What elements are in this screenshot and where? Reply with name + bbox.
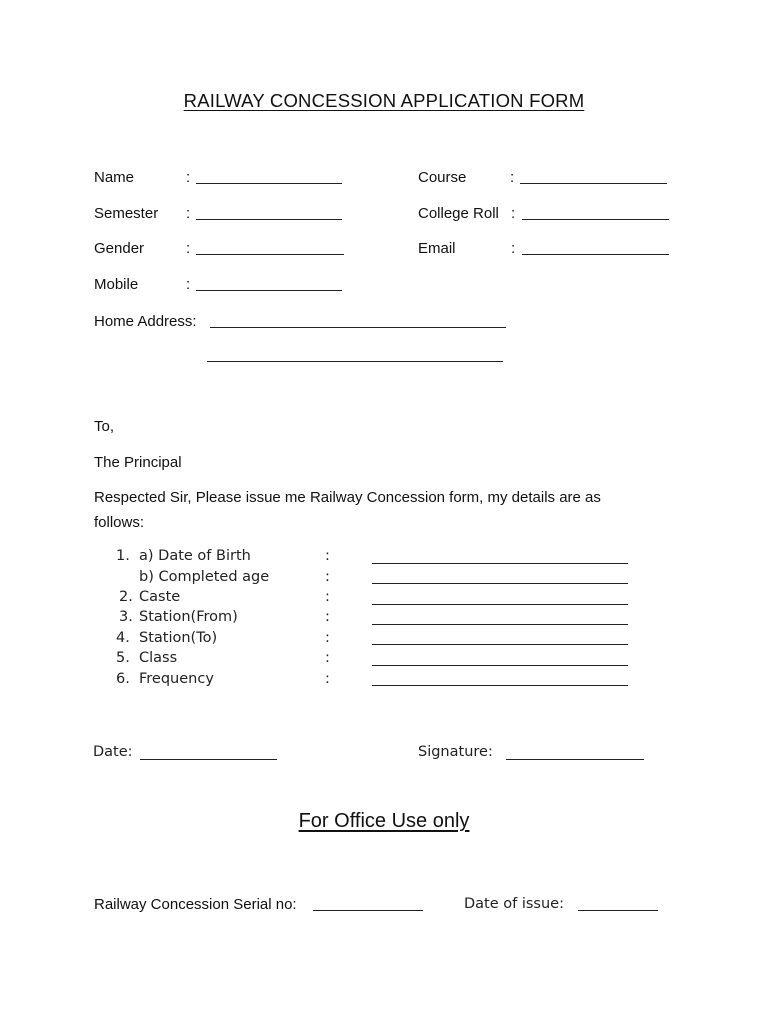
mobile-field[interactable]	[196, 290, 342, 291]
detail-6-num: 5.	[116, 650, 130, 666]
detail-7-colon: :	[325, 671, 330, 687]
serial-no-label: Railway Concession Serial no:	[94, 896, 297, 913]
name-label: Name	[94, 169, 135, 186]
course-field[interactable]	[520, 183, 667, 184]
detail-6-field[interactable]	[372, 665, 628, 666]
gender-field[interactable]	[196, 254, 344, 255]
course-colon: :	[510, 169, 515, 186]
college-roll-label: College Roll	[418, 205, 499, 222]
date-of-issue-label: Date of issue:	[464, 896, 564, 912]
letter-body-line2: follows:	[94, 514, 145, 531]
detail-1-num: 1.	[116, 548, 130, 564]
gender-label: Gender	[94, 240, 145, 257]
email-field[interactable]	[522, 254, 669, 255]
detail-7-label: Frequency	[139, 671, 214, 687]
home-address-label: Home Address:	[94, 313, 197, 330]
detail-6-colon: :	[325, 650, 330, 666]
course-label: Course	[418, 169, 467, 186]
college-roll-field[interactable]	[522, 219, 669, 220]
detail-4-field[interactable]	[372, 624, 628, 625]
detail-2-colon: :	[325, 569, 330, 585]
detail-3-label: Caste	[139, 589, 181, 605]
detail-4-label: Station(From)	[139, 609, 238, 625]
detail-5-field[interactable]	[372, 644, 628, 645]
office-use-title: For Office Use only	[298, 810, 470, 832]
detail-5-colon: :	[325, 630, 330, 646]
letter-body-line1: Respected Sir, Please issue me Railway Concession form, my details are as	[94, 489, 601, 506]
detail-2-label: b) Completed age	[139, 569, 270, 585]
detail-1-colon: :	[325, 548, 330, 564]
email-label: Email	[418, 240, 456, 257]
date-label: Date:	[93, 744, 133, 760]
detail-7-num: 6.	[116, 671, 130, 687]
name-field[interactable]	[196, 183, 342, 184]
detail-6-label: Class	[139, 650, 178, 666]
college-roll-colon: :	[511, 205, 516, 222]
name-colon: :	[186, 169, 191, 186]
detail-7-field[interactable]	[372, 685, 628, 686]
letter-to: To,	[94, 418, 115, 435]
detail-3-num: 2.	[119, 589, 133, 605]
form-title: RAILWAY CONCESSION APPLICATION FORM	[183, 90, 585, 111]
date-of-issue-field[interactable]	[578, 910, 658, 911]
mobile-colon: :	[186, 276, 191, 293]
semester-field[interactable]	[196, 219, 342, 220]
mobile-label: Mobile	[94, 276, 139, 293]
signature-label: Signature:	[418, 744, 493, 760]
detail-4-num: 3.	[119, 609, 133, 625]
gender-colon: :	[186, 240, 191, 257]
home-address-field-line1[interactable]	[210, 327, 506, 328]
detail-2-field[interactable]	[372, 583, 628, 584]
serial-no-field[interactable]	[313, 910, 423, 911]
signature-field[interactable]	[506, 759, 644, 760]
email-colon: :	[511, 240, 516, 257]
detail-4-colon: :	[325, 609, 330, 625]
date-field[interactable]	[140, 759, 277, 760]
semester-label: Semester	[94, 205, 159, 222]
letter-recipient: The Principal	[94, 454, 182, 471]
detail-3-colon: :	[325, 589, 330, 605]
semester-colon: :	[186, 205, 191, 222]
home-address-field-line2[interactable]	[207, 361, 503, 362]
detail-5-label: Station(To)	[139, 630, 218, 646]
detail-3-field[interactable]	[372, 604, 628, 605]
detail-1-label: a) Date of Birth	[139, 548, 251, 564]
detail-1-field[interactable]	[372, 563, 628, 564]
detail-5-num: 4.	[116, 630, 130, 646]
